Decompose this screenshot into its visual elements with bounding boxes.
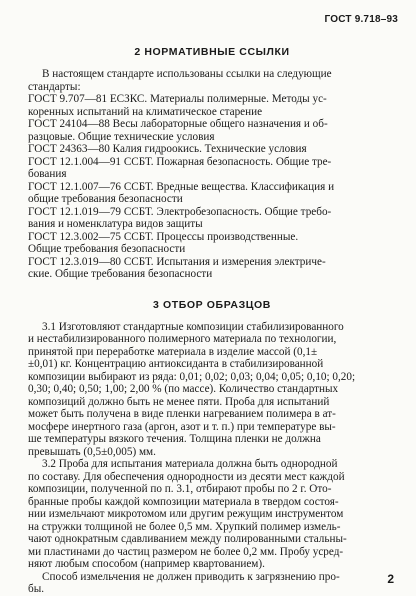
page-number: 2 bbox=[387, 572, 394, 586]
section-3-title: 3 ОТБОР ОБРАЗЦОВ bbox=[153, 298, 271, 311]
section-2-references: В настоящем стандарте использованы ссылки на следующие стандарты: ГОСТ 9.707—81 ЕСЗКС. Материалы полимерные. Методы ус- коренных испытаний на климатическое старение ГОСТ 24104—88 Весы лабораторные общего назначения и об- разцовые. Общие технические условия ГОСТ 24363—80 Калия гидроокись. Технические условия ГОСТ 12.1.004—91 ССБТ. Пожарная безопасность. Общие тре- бования ГОСТ 12.1.007—76 ССБТ. Вредные вещества. Классификация и общие требования безопасности ГОСТ 12.1.019—79 ССБТ. Электробезопасность. Общие требо- вания и номенклатура видов защиты ГОСТ 12.3.002—75 ССБТ. Процессы производственные. Общие требования безопасности ГОСТ 12.3.019—80 ССБТ. Испытания и измерения электриче- ские. Общие требования безопасности bbox=[28, 68, 335, 280]
clause-3-1: 3.1 Изготовляют стандартные композиции стабилизированного и нестабилизированного полимерного материала по технологии, принятой при переработке материала в изделие массой (0,1± ±0,01) кг. Концентрацию антиоксиданта в стабилизированной композиции выбирают из ряда: 0,01; 0,02; 0,03; 0,04; 0,05; 0,10; 0,20; 0,30; 0,40; 0,50; 1,00; 2,00 % (по массе). Количество стандартных композиций должно быть не менее пяти. Проба для испытаний может быть получена в виде пленки нагреванием полимера в ат- мосфере инертного газа (аргон, азот и т. п.) при температуре вы- ше температуры вязкого течения. Толщина пленки не должна превышать (0,5±0,005) мм. bbox=[28, 320, 356, 458]
clause-3-2: 3.2 Проба для испытания материала должна быть однородной по составу. Для обеспечения однородности из десяти мест каждой композиции, полученной по п. 3.1, отбирают пробы по 2 г. Ото- бранные пробы каждой композиции материала в твердом состоя- нии измельчают микротомом или другим режущим инструментом на стружки толщиной не более 0,5 мм. Хрупкий полимер измель- чают однократным сдавливанием между полированными стальны- ми пластинами до частиц размером не более 0,2 мм. Пробу усред- няют любым способом (например квартованием). bbox=[28, 458, 347, 570]
clause-3-2-note: Способ измельчения не должен приводить к загрязнению про- бы. bbox=[28, 570, 340, 595]
doc-code: ГОСТ 9.718–93 bbox=[324, 14, 398, 25]
section-2-title: 2 НОРМАТИВНЫЕ ССЫЛКИ bbox=[134, 46, 290, 58]
page-content bbox=[28, 36, 396, 596]
